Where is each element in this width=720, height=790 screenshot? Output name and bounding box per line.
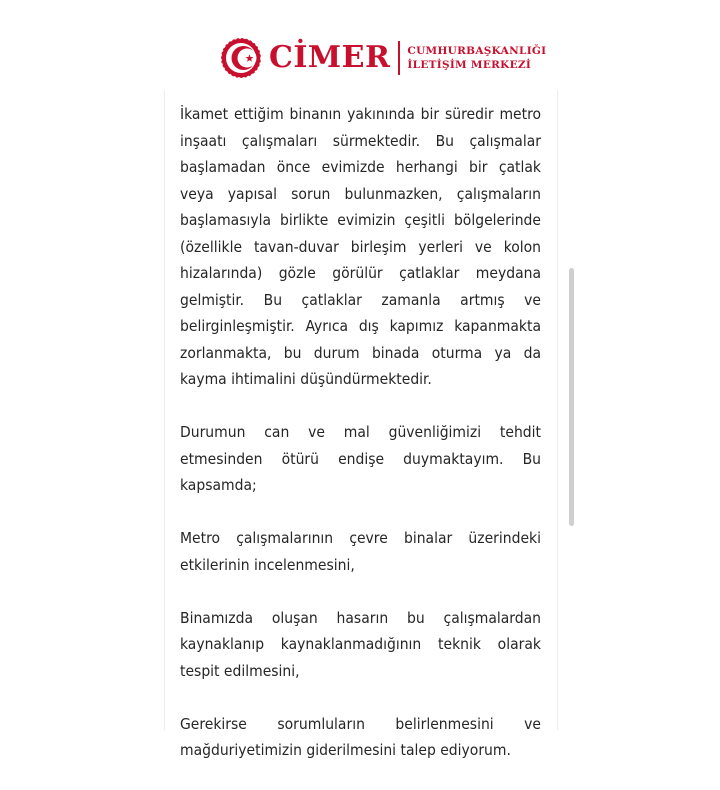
brand-subtitle: [407, 44, 546, 72]
cimer-emblem-icon: [219, 36, 263, 80]
brand-name: CİMER: [269, 40, 391, 75]
paragraph: Binamızda oluşan hasarın bu çalışmalardan kaynaklanıp kaynaklanmadığının teknik olarak tespit edilmesini,: [180, 608, 541, 680]
paragraph: İkamet ettiğim binanın yakınında bir süredir metro inşaatı çalışmaları sürmektedir. Bu çalışmalar başlamadan önce evimizde herhangi bir çatlak veya yapısal sorun bulunmazken, çalışmaların başlamasıyla birlikte evimizin çeşitli bölgelerinde (özellikle tavan-duvar birleşim yerleri ve kolon hizalarında) gözle görülür çatlaklar meydana gelmiştir. Bu çatlaklar zamanla artmış ve belirginleşmiştir. Ayrıca dış kapımız kapanmakta zorlanmakta, bu durum binada oturma ya da kayma ihtimalini düşündürmektedir.: [180, 105, 541, 388]
cimer-logo: [219, 35, 546, 81]
paragraph: Metro çalışmalarının çevre binalar üzerindeki etkilerinin incelenmesini,: [180, 529, 541, 574]
scrollbar[interactable]: [569, 268, 574, 526]
app-header: [0, 0, 720, 90]
subtitle-line-2: İLETİŞİM MERKEZİ: [407, 59, 532, 71]
paragraph: Durumun can ve mal güvenliğimizi tehdit etmesinden ötürü endişe duymaktayım. Bu kapsamda;: [180, 423, 541, 494]
petition-text: [180, 101, 541, 790]
logo-divider: [398, 41, 400, 75]
subtitle-line-1: CUMHURBAŞKANLIĞI: [407, 45, 547, 57]
paragraph: Gerekirse sorumluların belirlenmesini ve mağduriyetimizin giderilmesini talep ediyorum.: [180, 714, 541, 759]
